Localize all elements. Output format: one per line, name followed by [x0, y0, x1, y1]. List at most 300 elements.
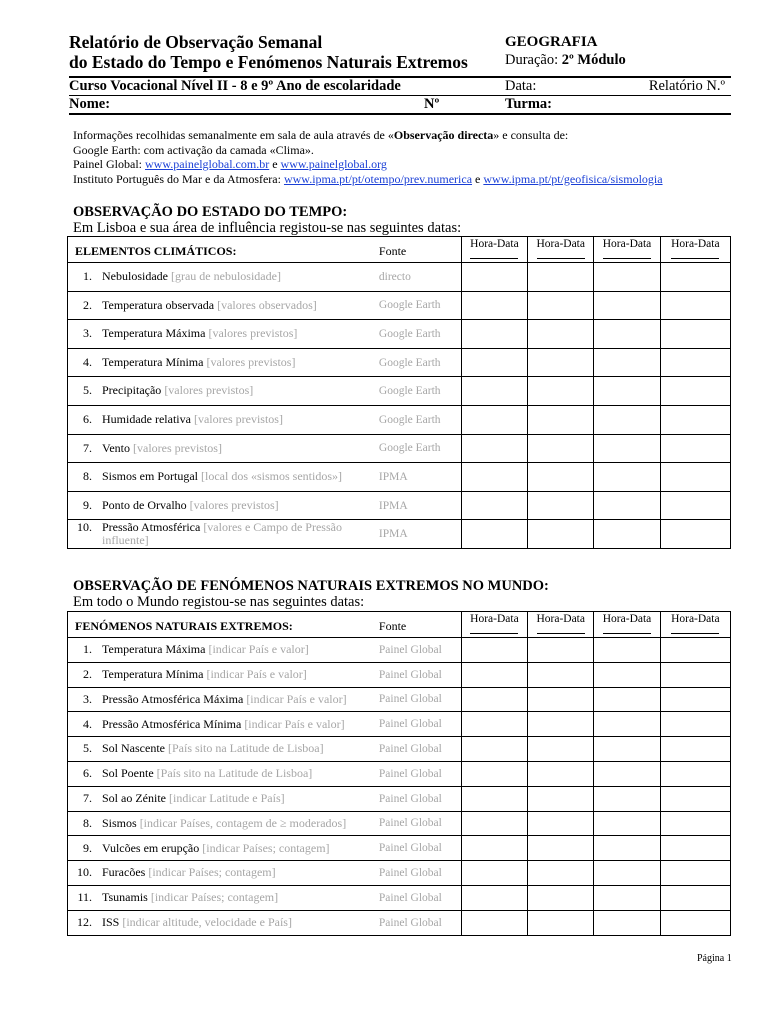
- row-text: [92, 413, 283, 427]
- extreme-events-table: [67, 611, 731, 936]
- table-row: [68, 737, 731, 762]
- row-hint: [indicar Latitude e País]: [168, 790, 285, 805]
- datetime-entry-cell[interactable]: [461, 520, 527, 549]
- datetime-entry-cell[interactable]: [594, 712, 660, 737]
- row-text: [92, 384, 253, 398]
- table-row: [68, 712, 731, 737]
- row-item: [68, 643, 375, 657]
- row-number: 2.: [83, 666, 92, 681]
- row-number: 11.: [77, 890, 92, 905]
- datetime-label: Hora-Data: [536, 613, 585, 625]
- section2-heading: [73, 578, 549, 610]
- info-text: Painel Global:: [73, 157, 145, 171]
- row-number: 10.: [77, 865, 92, 880]
- row-name: Temperatura observada: [102, 297, 215, 312]
- table-row: [68, 638, 731, 663]
- datetime-entry-cell[interactable]: [660, 405, 730, 434]
- datetime-entry-cell[interactable]: [461, 291, 527, 320]
- row-number: 12.: [77, 914, 92, 929]
- row-element: [68, 434, 375, 463]
- datetime-entry-cell[interactable]: [594, 662, 660, 687]
- row-source: Painel Global: [375, 712, 461, 737]
- datetime-label: Hora-Data: [671, 238, 720, 250]
- datetime-entry-cell[interactable]: [461, 737, 527, 762]
- row-source: Painel Global: [375, 662, 461, 687]
- column-header-datetime: [528, 237, 594, 263]
- info-text: Informações recolhidas semanalmente em sala de aula através de «: [73, 128, 394, 142]
- class-field[interactable]: Turma:: [505, 96, 552, 112]
- datetime-entry-cell[interactable]: [660, 463, 730, 492]
- row-source: IPMA: [375, 463, 461, 492]
- row-number: 8.: [83, 469, 92, 484]
- row-name: Precipitação: [102, 383, 162, 398]
- table-row: [68, 761, 731, 786]
- row-hint: [indicar País e valor]: [208, 642, 309, 657]
- row-hint: [local dos «sismos sentidos»]: [201, 469, 343, 484]
- row-hint: [indicar País e valor]: [206, 666, 307, 681]
- row-name: Furacões: [102, 865, 146, 880]
- row-item: [68, 299, 375, 313]
- datetime-entry-cell[interactable]: [461, 712, 527, 737]
- row-item: [68, 742, 375, 756]
- link-painelglobal-br[interactable]: www.painelglobal.com.br: [145, 157, 270, 171]
- row-text: [92, 521, 375, 548]
- datetime-underline: [671, 251, 719, 259]
- row-name: Sol Poente: [102, 766, 154, 781]
- datetime-entry-cell[interactable]: [461, 761, 527, 786]
- link-ipma-otempo[interactable]: www.ipma.pt/pt/otempo/prev.numerica: [283, 171, 473, 186]
- row-item: [68, 356, 375, 370]
- row-name: Temperatura Máxima: [102, 326, 206, 341]
- column-header-datetime: [660, 237, 730, 263]
- row-name: Vulcões em erupção: [102, 840, 200, 855]
- row-hint: [valores previstos]: [193, 412, 283, 427]
- row-hint: [valores previstos]: [206, 354, 296, 369]
- row-name: Temperatura Máxima: [102, 642, 206, 657]
- row-hint: [indicar País e valor]: [244, 716, 345, 731]
- datetime-entry-cell[interactable]: [660, 687, 730, 712]
- datetime-entry-cell[interactable]: [660, 885, 730, 910]
- report-header: [69, 32, 731, 115]
- table-row: [68, 885, 731, 910]
- row-text: [92, 643, 309, 657]
- row-text: [92, 470, 342, 484]
- datetime-entry-cell[interactable]: [594, 434, 660, 463]
- row-text: [92, 718, 345, 732]
- row-number: 7.: [83, 790, 92, 805]
- row-text: [92, 442, 222, 456]
- row-source: Painel Global: [375, 761, 461, 786]
- row-item: [68, 693, 375, 707]
- column-header-datetime: [660, 612, 730, 638]
- datetime-entry-cell[interactable]: [660, 761, 730, 786]
- row-number: 9.: [83, 497, 92, 512]
- datetime-entry-cell[interactable]: [528, 263, 594, 292]
- row-item: [68, 817, 375, 831]
- row-source: Painel Global: [375, 737, 461, 762]
- row-source: Painel Global: [375, 836, 461, 861]
- table-header-row: [68, 237, 731, 263]
- row-text: [92, 270, 281, 284]
- row-item: [68, 327, 375, 341]
- datetime-entry-cell[interactable]: [660, 291, 730, 320]
- info-text: » e consulta de:: [493, 128, 569, 142]
- row-element: [68, 320, 375, 349]
- table-row: [68, 861, 731, 886]
- row-number: 9.: [83, 840, 92, 855]
- row-element: [68, 836, 375, 861]
- datetime-entry-cell[interactable]: [528, 377, 594, 406]
- row-hint: [grau de nebulosidade]: [170, 269, 281, 284]
- datetime-entry-cell[interactable]: [594, 263, 660, 292]
- row-hint: [indicar Países, contagem de ≥ moderados]: [139, 815, 347, 830]
- table-row: [68, 434, 731, 463]
- row-item: [68, 668, 375, 682]
- datetime-entry-cell[interactable]: [528, 491, 594, 520]
- datetime-entry-cell[interactable]: [660, 491, 730, 520]
- datetime-entry-cell[interactable]: [594, 291, 660, 320]
- row-item: [68, 521, 375, 548]
- table-row: [68, 687, 731, 712]
- datetime-entry-cell[interactable]: [660, 434, 730, 463]
- row-source: Painel Global: [375, 861, 461, 886]
- datetime-entry-cell[interactable]: [461, 885, 527, 910]
- table-row: [68, 263, 731, 292]
- datetime-label: Hora-Data: [602, 613, 652, 625]
- row-hint: [País sito na Latitude de Lisboa]: [156, 766, 313, 781]
- row-text: [92, 792, 285, 806]
- datetime-underline: [603, 251, 651, 259]
- datetime-entry-cell[interactable]: [528, 861, 594, 886]
- row-source: Google Earth: [375, 377, 461, 406]
- datetime-entry-cell[interactable]: [660, 638, 730, 663]
- datetime-entry-cell[interactable]: [528, 348, 594, 377]
- datetime-entry-cell[interactable]: [461, 687, 527, 712]
- column-header-datetime: [461, 237, 527, 263]
- row-number: 7.: [83, 440, 92, 455]
- row-number: 6.: [83, 412, 92, 427]
- section1-title: OBSERVAÇÃO DO ESTADO DO TEMPO:: [73, 204, 348, 220]
- name-field[interactable]: Nome:: [69, 96, 111, 112]
- datetime-entry-cell[interactable]: [528, 712, 594, 737]
- row-source: directo: [375, 263, 461, 292]
- row-number: 3.: [83, 326, 92, 341]
- row-name: Pressão Atmosférica: [102, 519, 201, 534]
- row-number: 4.: [83, 716, 92, 731]
- datetime-entry-cell[interactable]: [594, 885, 660, 910]
- datetime-entry-cell[interactable]: [660, 320, 730, 349]
- row-item: [68, 413, 375, 427]
- info-block: [73, 128, 663, 186]
- datetime-entry-cell[interactable]: [461, 263, 527, 292]
- row-number: 1.: [83, 269, 92, 284]
- datetime-entry-cell[interactable]: [528, 434, 594, 463]
- row-source: Painel Global: [375, 811, 461, 836]
- datetime-label: Hora-Data: [602, 238, 652, 250]
- datetime-entry-cell[interactable]: [594, 348, 660, 377]
- row-item: [68, 718, 375, 732]
- row-source: Google Earth: [375, 434, 461, 463]
- datetime-entry-cell[interactable]: [461, 405, 527, 434]
- column-header-source: Fonte: [375, 612, 461, 638]
- datetime-entry-cell[interactable]: [528, 737, 594, 762]
- datetime-entry-cell[interactable]: [528, 885, 594, 910]
- datetime-underline: [537, 251, 585, 259]
- row-name: Sismos: [102, 815, 137, 830]
- date-field[interactable]: Data:: [505, 78, 537, 94]
- datetime-entry-cell[interactable]: [461, 662, 527, 687]
- datetime-entry-cell[interactable]: [660, 836, 730, 861]
- table-row: [68, 348, 731, 377]
- row-element: [68, 463, 375, 492]
- row-item: [68, 866, 375, 880]
- row-element: [68, 291, 375, 320]
- datetime-label: Hora-Data: [671, 613, 720, 625]
- link-painelglobal-org[interactable]: www.painelglobal.org: [280, 157, 387, 171]
- datetime-entry-cell[interactable]: [594, 910, 660, 935]
- row-number: 10.: [77, 519, 92, 534]
- row-item: [68, 767, 375, 781]
- row-hint: [indicar altitude, velocidade e País]: [122, 914, 292, 929]
- table-row: [68, 786, 731, 811]
- row-element: [68, 662, 375, 687]
- datetime-entry-cell[interactable]: [594, 811, 660, 836]
- column-header-source: Fonte: [375, 237, 461, 263]
- row-number: 2.: [83, 297, 92, 312]
- row-number: 8.: [83, 815, 92, 830]
- datetime-entry-cell[interactable]: [461, 836, 527, 861]
- datetime-entry-cell[interactable]: [528, 761, 594, 786]
- row-source: Painel Global: [375, 786, 461, 811]
- info-bold-text: Observação directa: [393, 128, 494, 142]
- datetime-entry-cell[interactable]: [660, 910, 730, 935]
- datetime-entry-cell[interactable]: [528, 687, 594, 712]
- datetime-entry-cell[interactable]: [660, 737, 730, 762]
- row-item: [68, 891, 375, 905]
- datetime-entry-cell[interactable]: [528, 463, 594, 492]
- row-hint: [indicar Países; contagem]: [202, 840, 330, 855]
- row-hint: [valores e Campo de Pressão influente]: [102, 519, 342, 548]
- row-name: Sismos em Portugal: [102, 469, 199, 484]
- row-element: [68, 263, 375, 292]
- datetime-entry-cell[interactable]: [594, 687, 660, 712]
- duration: [505, 51, 626, 69]
- row-source: Painel Global: [375, 687, 461, 712]
- datetime-entry-cell[interactable]: [594, 737, 660, 762]
- datetime-entry-cell[interactable]: [461, 786, 527, 811]
- row-element: [68, 520, 375, 549]
- datetime-entry-cell[interactable]: [660, 712, 730, 737]
- row-number: 4.: [83, 354, 92, 369]
- row-source: Google Earth: [375, 405, 461, 434]
- duration-label: Duração:: [505, 52, 562, 68]
- student-number-field[interactable]: Nº: [424, 96, 440, 112]
- row-hint: [indicar Países; contagem]: [148, 865, 276, 880]
- table-row: [68, 377, 731, 406]
- datetime-underline: [537, 626, 585, 634]
- datetime-entry-cell[interactable]: [594, 861, 660, 886]
- datetime-entry-cell[interactable]: [528, 405, 594, 434]
- row-element: [68, 712, 375, 737]
- row-name: Temperatura Mínima: [102, 666, 204, 681]
- datetime-entry-cell[interactable]: [461, 463, 527, 492]
- datetime-entry-cell[interactable]: [528, 320, 594, 349]
- datetime-entry-cell[interactable]: [461, 861, 527, 886]
- row-text: [92, 499, 279, 513]
- info-line-3: [73, 157, 663, 172]
- datetime-entry-cell[interactable]: [660, 786, 730, 811]
- datetime-entry-cell[interactable]: [660, 263, 730, 292]
- datetime-entry-cell[interactable]: [594, 638, 660, 663]
- datetime-entry-cell[interactable]: [528, 520, 594, 549]
- datetime-entry-cell[interactable]: [528, 638, 594, 663]
- column-header-element: FENÓMENOS NATURAIS EXTREMOS:: [68, 612, 375, 638]
- datetime-entry-cell[interactable]: [461, 434, 527, 463]
- datetime-entry-cell[interactable]: [594, 491, 660, 520]
- row-source: Google Earth: [375, 291, 461, 320]
- column-header-datetime: [461, 612, 527, 638]
- datetime-entry-cell[interactable]: [594, 320, 660, 349]
- datetime-entry-cell[interactable]: [461, 638, 527, 663]
- row-hint: [valores previstos]: [133, 440, 222, 455]
- table-row: [68, 662, 731, 687]
- table-row: [68, 910, 731, 935]
- row-name: Nebulosidade: [102, 269, 168, 284]
- datetime-entry-cell[interactable]: [528, 786, 594, 811]
- datetime-underline: [470, 626, 518, 634]
- row-element: [68, 861, 375, 886]
- section1-subtitle: Em Lisboa e sua área de influência registou-se nas seguintes datas:: [73, 220, 462, 236]
- table-row: [68, 320, 731, 349]
- row-source: Painel Global: [375, 885, 461, 910]
- table-row: [68, 811, 731, 836]
- info-text: Instituto Português do Mar e da Atmosfera:: [73, 171, 284, 186]
- row-source: IPMA: [375, 491, 461, 520]
- table-row: [68, 491, 731, 520]
- datetime-entry-cell[interactable]: [594, 520, 660, 549]
- datetime-entry-cell[interactable]: [660, 811, 730, 836]
- datetime-entry-cell[interactable]: [528, 811, 594, 836]
- row-number: 3.: [83, 691, 92, 706]
- row-item: [68, 792, 375, 806]
- datetime-entry-cell[interactable]: [660, 348, 730, 377]
- row-item: [68, 499, 375, 513]
- row-name: Tsunamis: [102, 890, 148, 905]
- row-name: ISS: [102, 914, 120, 929]
- row-item: [68, 442, 375, 456]
- row-element: [68, 638, 375, 663]
- duration-value: 2º Módulo: [561, 52, 626, 68]
- row-number: 6.: [83, 766, 92, 781]
- row-name: Pressão Atmosférica Mínima: [102, 716, 242, 731]
- row-source: Google Earth: [375, 348, 461, 377]
- row-hint: [valores previstos]: [208, 326, 298, 341]
- datetime-entry-cell[interactable]: [528, 662, 594, 687]
- row-text: [92, 767, 312, 781]
- datetime-entry-cell[interactable]: [461, 320, 527, 349]
- datetime-entry-cell[interactable]: [461, 377, 527, 406]
- row-number: 5.: [83, 741, 92, 756]
- datetime-entry-cell[interactable]: [660, 662, 730, 687]
- column-header-element: ELEMENTOS CLIMÁTICOS:: [68, 237, 375, 263]
- report-title-line1: Relatório de Observação Semanal: [69, 32, 323, 52]
- datetime-entry-cell[interactable]: [594, 761, 660, 786]
- row-text: [92, 866, 276, 880]
- report-title-line2: do Estado do Tempo e Fenómenos Naturais Extremos: [69, 52, 468, 72]
- row-hint: [País sito na Latitude de Lisboa]: [167, 741, 324, 756]
- row-element: [68, 687, 375, 712]
- row-element: [68, 737, 375, 762]
- row-name: Vento: [102, 440, 130, 455]
- row-element: [68, 348, 375, 377]
- datetime-entry-cell[interactable]: [461, 811, 527, 836]
- table-row: [68, 520, 731, 549]
- section2-title: OBSERVAÇÃO DE FENÓMENOS NATURAIS EXTREMOS NO MUNDO:: [73, 578, 549, 594]
- datetime-entry-cell[interactable]: [528, 836, 594, 861]
- datetime-entry-cell[interactable]: [660, 377, 730, 406]
- row-name: Ponto de Orvalho: [102, 497, 187, 512]
- row-text: [92, 693, 347, 707]
- datetime-entry-cell[interactable]: [528, 291, 594, 320]
- datetime-entry-cell[interactable]: [528, 910, 594, 935]
- row-element: [68, 405, 375, 434]
- table-row: [68, 463, 731, 492]
- row-element: [68, 491, 375, 520]
- row-hint: [valores previstos]: [164, 383, 254, 398]
- column-header-datetime: [594, 612, 660, 638]
- datetime-entry-cell[interactable]: [461, 910, 527, 935]
- row-text: [92, 916, 292, 930]
- datetime-label: Hora-Data: [470, 238, 519, 250]
- row-text: [92, 299, 317, 313]
- table-row: [68, 405, 731, 434]
- datetime-entry-cell[interactable]: [594, 405, 660, 434]
- table-row: [68, 291, 731, 320]
- datetime-entry-cell[interactable]: [461, 491, 527, 520]
- datetime-entry-cell[interactable]: [461, 348, 527, 377]
- link-ipma-sismologia[interactable]: www.ipma.pt/pt/geofisica/sismologia: [483, 171, 663, 186]
- row-element: [68, 761, 375, 786]
- row-text: [92, 668, 307, 682]
- row-hint: [valores observados]: [217, 297, 317, 312]
- page-number: Página 1: [697, 953, 732, 964]
- weather-table: [67, 236, 731, 549]
- datetime-entry-cell[interactable]: [594, 377, 660, 406]
- row-hint: [valores previstos]: [189, 497, 279, 512]
- row-name: Sol ao Zénite: [102, 790, 166, 805]
- datetime-entry-cell[interactable]: [594, 836, 660, 861]
- datetime-entry-cell[interactable]: [594, 786, 660, 811]
- row-hint: [indicar País e valor]: [246, 691, 347, 706]
- row-source: Painel Global: [375, 638, 461, 663]
- info-text: e: [269, 157, 281, 171]
- row-source: Google Earth: [375, 320, 461, 349]
- report-number-field[interactable]: Relatório N.º: [648, 78, 725, 94]
- row-number: 5.: [83, 383, 92, 398]
- subject-label: GEOGRAFIA: [505, 34, 598, 50]
- row-element: [68, 377, 375, 406]
- section2-subtitle: Em todo o Mundo registou-se nas seguintes datas:: [73, 594, 365, 610]
- row-hint: [indicar Países; contagem]: [150, 890, 279, 905]
- row-source: Painel Global: [375, 910, 461, 935]
- info-line-2: Google Earth: com activação da camada «Clima».: [73, 142, 314, 157]
- datetime-entry-cell[interactable]: [660, 861, 730, 886]
- course-label: Curso Vocacional Nível II - 8 e 9º Ano de escolaridade: [69, 78, 401, 94]
- datetime-entry-cell[interactable]: [660, 520, 730, 549]
- row-element: [68, 811, 375, 836]
- datetime-label: Hora-Data: [536, 238, 585, 250]
- datetime-entry-cell[interactable]: [594, 463, 660, 492]
